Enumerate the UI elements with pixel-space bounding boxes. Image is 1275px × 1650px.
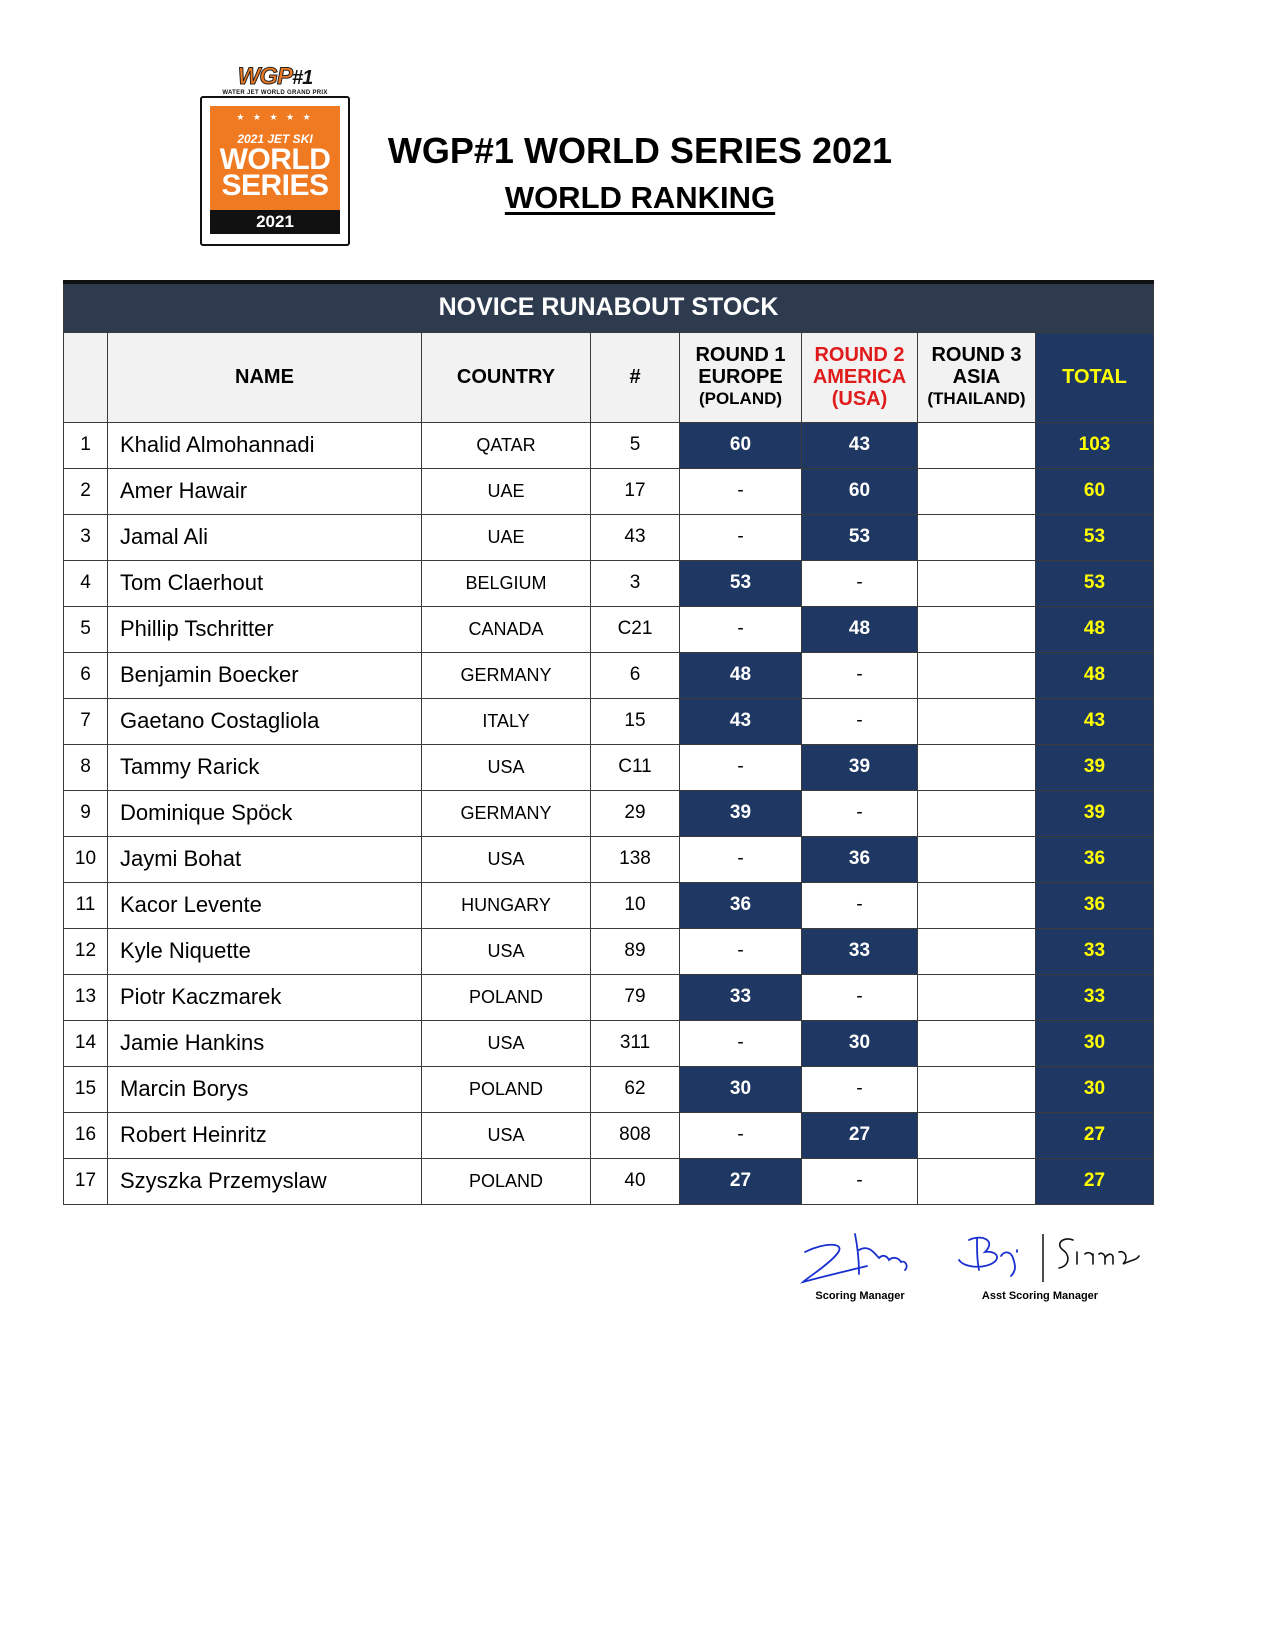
position-cell: 15 [64,1066,108,1112]
rider-name-cell: Jamie Hankins [108,1020,422,1066]
table-row [64,1020,1154,1066]
rider-name-cell: Robert Heinritz [108,1112,422,1158]
asst-scoring-manager-signature-icon [955,1230,1145,1290]
scoring-manager-signature [795,1230,925,1302]
round3-country: (THAILAND) [927,389,1026,408]
total-points-cell: 36 [1036,882,1154,928]
logo-orange-panel [210,106,340,210]
table-row [64,1158,1154,1204]
round1-points-cell: - [680,1020,802,1066]
country-cell: HUNGARY [422,882,591,928]
position-cell: 11 [64,882,108,928]
round1-points-cell: 30 [680,1066,802,1112]
round3-points-cell [918,1020,1036,1066]
round3-points-cell [918,928,1036,974]
rider-name-cell: Khalid Almohannadi [108,422,422,468]
total-points-cell: 27 [1036,1112,1154,1158]
race-number-cell: 311 [591,1020,680,1066]
round2-country: (USA) [831,388,888,410]
round2-points-cell: 60 [802,468,918,514]
race-number-cell: 15 [591,698,680,744]
race-number-cell: C11 [591,744,680,790]
round3-points-cell [918,790,1036,836]
country-cell: GERMANY [422,652,591,698]
round1-points-cell: 48 [680,652,802,698]
rider-name-cell: Marcin Borys [108,1066,422,1112]
position-cell: 4 [64,560,108,606]
table-row [64,836,1154,882]
total-points-cell: 43 [1036,698,1154,744]
total-points-cell: 36 [1036,836,1154,882]
logo-series-text: SERIES [221,169,329,202]
round3-points-cell [918,698,1036,744]
round2-points-cell: 27 [802,1112,918,1158]
total-points-cell: 33 [1036,928,1154,974]
round3-points-cell [918,514,1036,560]
table-row [64,560,1154,606]
table-row [64,514,1154,560]
country-cell: POLAND [422,1158,591,1204]
round2-points-cell: 53 [802,514,918,560]
race-number-cell: 6 [591,652,680,698]
country-cell: USA [422,744,591,790]
round2-header [802,332,918,422]
rider-name-cell: Phillip Tschritter [108,606,422,652]
round3-points-cell [918,744,1036,790]
logo-brand-mark [216,63,334,98]
total-points-cell: 27 [1036,1158,1154,1204]
rider-name-cell: Jamal Ali [108,514,422,560]
table-row [64,698,1154,744]
country-cell: BELGIUM [422,560,591,606]
round1-points-cell: 60 [680,422,802,468]
round1-points-cell: - [680,514,802,560]
round2-points-cell: - [802,560,918,606]
rider-name-cell: Tammy Rarick [108,744,422,790]
rider-name-cell: Gaetano Costagliola [108,698,422,744]
position-cell: 16 [64,1112,108,1158]
total-points-cell: 53 [1036,560,1154,606]
country-cell: USA [422,1112,591,1158]
round2-points-cell: - [802,974,918,1020]
round1-points-cell: - [680,744,802,790]
round3-points-cell [918,468,1036,514]
position-cell: 7 [64,698,108,744]
race-number-cell: 5 [591,422,680,468]
scoring-manager-signature-icon [795,1230,925,1290]
round2-points-cell: - [802,882,918,928]
position-cell: 5 [64,606,108,652]
round2-points-cell: 43 [802,422,918,468]
table-row [64,652,1154,698]
race-number-cell: 79 [591,974,680,1020]
rider-name-cell: Szyszka Przemyslaw [108,1158,422,1204]
logo-tagline: WATER JET WORLD GRAND PRIX [222,90,328,96]
rider-name-cell: Dominique Spöck [108,790,422,836]
total-points-cell: 33 [1036,974,1154,1020]
total-points-cell: 103 [1036,422,1154,468]
number-header: # [591,332,680,422]
round1-title: ROUND 1 [695,344,786,366]
total-points-cell: 48 [1036,652,1154,698]
table-row [64,790,1154,836]
name-header: NAME [108,332,422,422]
round1-points-cell: - [680,468,802,514]
round3-points-cell [918,560,1036,606]
position-cell: 9 [64,790,108,836]
scoring-manager-label: Scoring Manager [815,1290,905,1302]
round3-points-cell [918,422,1036,468]
round3-points-cell [918,1066,1036,1112]
country-cell: CANADA [422,606,591,652]
race-number-cell: 17 [591,468,680,514]
round2-points-cell: - [802,790,918,836]
logo-brand: WGP [237,63,293,90]
country-cell: USA [422,928,591,974]
table-row [64,882,1154,928]
country-cell: USA [422,836,591,882]
country-cell: USA [422,1020,591,1066]
total-points-cell: 30 [1036,1020,1154,1066]
table-row [64,974,1154,1020]
table-row [64,1066,1154,1112]
round1-points-cell: - [680,1112,802,1158]
category-banner: NOVICE RUNABOUT STOCK [64,282,1154,332]
round2-points-cell: 30 [802,1020,918,1066]
ranking-table [63,280,1154,1205]
rider-name-cell: Jaymi Bohat [108,836,422,882]
position-cell: 2 [64,468,108,514]
race-number-cell: 808 [591,1112,680,1158]
rider-name-cell: Piotr Kaczmarek [108,974,422,1020]
rider-name-cell: Benjamin Boecker [108,652,422,698]
round1-points-cell: 33 [680,974,802,1020]
country-cell: UAE [422,468,591,514]
race-number-cell: 29 [591,790,680,836]
round1-points-cell: - [680,606,802,652]
race-number-cell: C21 [591,606,680,652]
position-cell: 12 [64,928,108,974]
race-number-cell: 10 [591,882,680,928]
round1-header [680,332,802,422]
country-header: COUNTRY [422,332,591,422]
table-row [64,606,1154,652]
race-number-cell: 138 [591,836,680,882]
round2-points-cell: 48 [802,606,918,652]
race-number-cell: 89 [591,928,680,974]
round2-title: ROUND 2 [814,344,905,366]
table-row [64,422,1154,468]
total-points-cell: 30 [1036,1066,1154,1112]
round3-header [918,332,1036,422]
country-cell: GERMANY [422,790,591,836]
round2-points-cell: - [802,1158,918,1204]
logo-stars: ★ ★ ★ ★ ★ [236,112,314,122]
race-number-cell: 62 [591,1066,680,1112]
table-row [64,1112,1154,1158]
asst-scoring-manager-signature [955,1230,1145,1302]
round3-points-cell [918,1112,1036,1158]
total-points-cell: 48 [1036,606,1154,652]
position-cell: 10 [64,836,108,882]
position-cell: 13 [64,974,108,1020]
country-cell: ITALY [422,698,591,744]
round3-points-cell [918,882,1036,928]
logo-world-text: WORLD [219,143,331,176]
round1-points-cell: - [680,928,802,974]
round1-points-cell: - [680,836,802,882]
round1-points-cell: 27 [680,1158,802,1204]
country-cell: POLAND [422,1066,591,1112]
rider-name-cell: Tom Claerhout [108,560,422,606]
round3-points-cell [918,652,1036,698]
round3-points-cell [918,606,1036,652]
asst-scoring-manager-label: Asst Scoring Manager [981,1290,1099,1302]
round3-region: ASIA [952,366,1001,388]
round1-region: EUROPE [698,366,783,388]
race-number-cell: 43 [591,514,680,560]
round2-points-cell: 36 [802,836,918,882]
round2-points-cell: 39 [802,744,918,790]
race-number-cell: 3 [591,560,680,606]
position-cell: 6 [64,652,108,698]
position-header [64,332,108,422]
table-row [64,928,1154,974]
round1-points-cell: 53 [680,560,802,606]
round3-points-cell [918,836,1036,882]
round2-points-cell: - [802,698,918,744]
total-points-cell: 39 [1036,790,1154,836]
logo-badge [200,96,350,246]
round2-points-cell: - [802,652,918,698]
country-cell: QATAR [422,422,591,468]
page-subtitle: WORLD RANKING [504,180,776,215]
logo-year: 2021 [210,210,340,234]
round1-country: (POLAND) [698,389,783,408]
table-row [64,744,1154,790]
wgp-world-series-logo [200,63,350,244]
position-cell: 14 [64,1020,108,1066]
rider-name-cell: Kyle Niquette [108,928,422,974]
country-cell: UAE [422,514,591,560]
round1-points-cell: 39 [680,790,802,836]
position-cell: 17 [64,1158,108,1204]
page-title: WGP#1 WORLD SERIES 2021 [387,130,893,171]
ranking-body [64,422,1154,1204]
logo-jetski-text: 2021 JET SKI [237,132,313,146]
round2-points-cell: - [802,1066,918,1112]
rider-name-cell: Kacor Levente [108,882,422,928]
round3-points-cell [918,974,1036,1020]
position-cell: 1 [64,422,108,468]
rider-name-cell: Amer Hawair [108,468,422,514]
position-cell: 3 [64,514,108,560]
position-cell: 8 [64,744,108,790]
round2-points-cell: 33 [802,928,918,974]
country-cell: POLAND [422,974,591,1020]
total-points-cell: 53 [1036,514,1154,560]
logo-brand-suffix: #1 [292,67,313,89]
round3-points-cell [918,1158,1036,1204]
total-points-cell: 60 [1036,468,1154,514]
round2-region: AMERICA [812,366,907,388]
total-points-cell: 39 [1036,744,1154,790]
round1-points-cell: 43 [680,698,802,744]
table-header-row [64,332,1154,422]
round3-title: ROUND 3 [931,344,1022,366]
total-header: TOTAL [1036,332,1154,422]
race-number-cell: 40 [591,1158,680,1204]
round1-points-cell: 36 [680,882,802,928]
table-row [64,468,1154,514]
